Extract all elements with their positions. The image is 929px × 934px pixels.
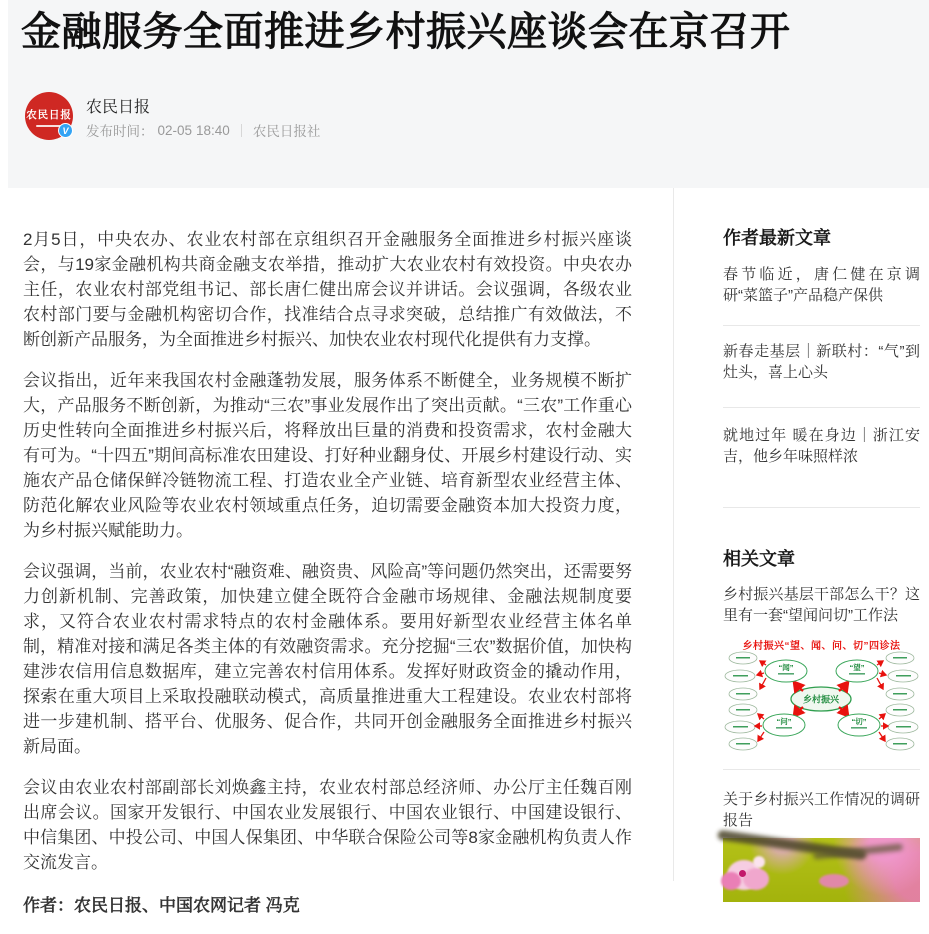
related-article-link[interactable]: 关于乡村振兴工作情况的调研报告 [723, 791, 920, 829]
diagram-node-wang: “望” [849, 663, 865, 672]
publish-time-label: 发布时间： [86, 124, 154, 139]
latest-article-link[interactable]: 就地过年 暖在身边｜浙江安吉，他乡年味照样浓 [723, 427, 920, 465]
latest-articles-heading: 作者最新文章 [723, 228, 831, 248]
related-article-image-diagram[interactable] [723, 633, 920, 755]
diagram-title: 乡村振兴“望、闻、问、切”四诊法 [742, 641, 901, 652]
verified-badge-icon: V [58, 123, 73, 138]
sidebar [723, 188, 920, 881]
related-article-image-flowers[interactable] [723, 838, 920, 881]
latest-article-link[interactable]: 新春走基层｜新联村：“气”到灶头，喜上心头 [723, 343, 920, 381]
sidebar-divider [723, 407, 920, 408]
article-paragraph: 会议强调，当前，农业农村“融资难、融资贵、风险高”等问题仍然突出，还需要努力创新机制、完善政策，加快建立健全既符合金融市场规律、金融法规制度要求，又符合农业农村需求特点的农村金融体系。要用好新型农业经营主体名单制，精准对接和满足各类主体的有效融资需求。充分挖掘“三农”数据价值，加快构建涉农信用信息数据库，建立完善农村信用体系。发挥好财政资金的撬动作用，探索在重大项目上采取投融联动模式，高质量推进重大工程建设。农业农村部将进一步建机制、搭平台、优服务、促合作，共同开创金融服务全面推进乡村振兴新局面。 [23, 562, 632, 756]
diagram-center-node: 乡村振兴 [802, 694, 840, 705]
latest-article-link[interactable]: 春节临近，唐仁健在京调研“菜篮子”产品稳产保供 [723, 266, 920, 304]
publisher-name[interactable]: 农民日报 [86, 99, 151, 116]
publish-meta [86, 120, 320, 140]
publish-time: 18:40 [196, 122, 230, 138]
related-article-link[interactable]: 乡村振兴基层干部怎么干？这里有一套“望闻问切”工作法 [723, 586, 920, 624]
content-divider [673, 188, 674, 881]
diagram-node-wen: “闻” [778, 663, 794, 672]
article-paragraph: 2月5日，中央农办、农业农村部在京组织召开金融服务全面推进乡村振兴座谈会，与19家金融机构共商金融支农举措，推动扩大农业农村有效投资。中央农办主任，农业农村部党组书记、部长唐仁健出席会议并讲话。会议强调，各级农业农村部门要与金融机构密切合作，找准结合点寻求突破，总结推广有效做法，不断创新产品服务，为全面推进乡村振兴、加快农业农村现代化提供有力支撑。 [23, 230, 632, 349]
diagram-node-asked: “问” [776, 717, 792, 726]
diagram-node-qie: “切” [851, 717, 867, 726]
publisher-source: 农民日报社 [252, 124, 321, 139]
meta-separator [241, 124, 242, 137]
article-title: 金融服务全面推进乡村振兴座谈会在京召开 [21, 10, 791, 54]
publisher-logo-text: 农民日报 [26, 108, 72, 121]
sidebar-divider [723, 507, 920, 508]
article-body [23, 227, 632, 934]
article-paragraph: 会议指出，近年来我国农村金融蓬勃发展，服务体系不断健全，业务规模不断扩大，产品服务不断创新，为推动“三农”事业发展作出了突出贡献。“三农”工作重心历史性转向全面推进乡村振兴后，将释放出巨量的消费和投资需求，农村金融大有可为。“十四五”期间高标准农田建设、打好种业翻身仗、开展乡村建设行动、实施农产品仓储保鲜冷链物流工程、打造农业全产业链、培育新型农业经营主体、防范化解农业风险等农业农村领域重点任务，迫切需要金融资本加大投资力度，为乡村振兴赋能助力。 [23, 371, 632, 540]
publish-date: 02-05 [157, 122, 193, 138]
sidebar-divider [723, 769, 920, 770]
peach-blossom-photo [723, 838, 920, 902]
sidebar-divider [723, 325, 920, 326]
rural-revitalization-diagram [723, 633, 920, 755]
related-articles-heading: 相关文章 [723, 549, 795, 569]
article-paragraph: 会议由农业农村部副部长刘焕鑫主持，农业农村部总经济师、办公厅主任魏百刚出席会议。国家开发银行、中国农业发展银行、中国农业银行、中国建设银行、中信集团、中投公司、中国人保集团、中华联合保险公司等8家金融机构负责人作交流发言。 [23, 778, 632, 872]
article-byline: 作者：农民日报、中国农网记者 冯克 [23, 896, 300, 915]
